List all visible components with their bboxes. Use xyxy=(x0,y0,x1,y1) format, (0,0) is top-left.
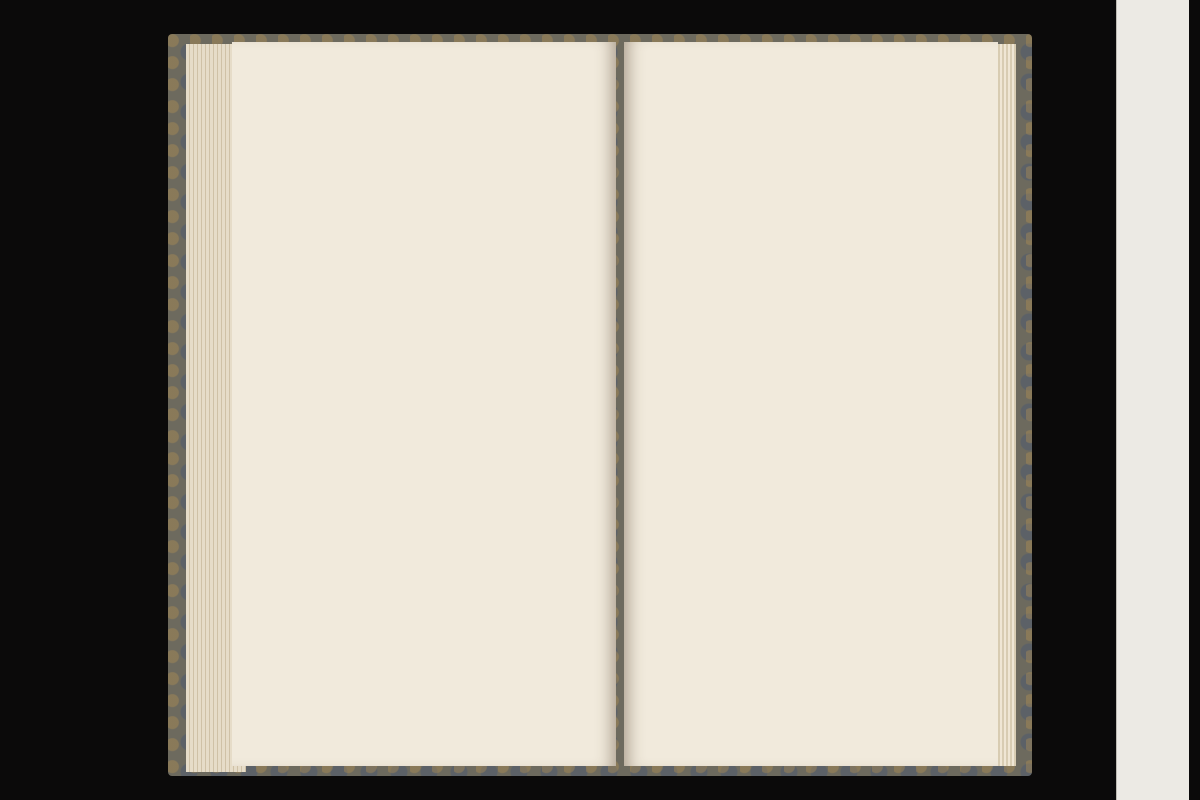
right-page xyxy=(624,42,998,766)
left-page xyxy=(232,42,616,766)
measuring-ruler xyxy=(1116,0,1189,800)
